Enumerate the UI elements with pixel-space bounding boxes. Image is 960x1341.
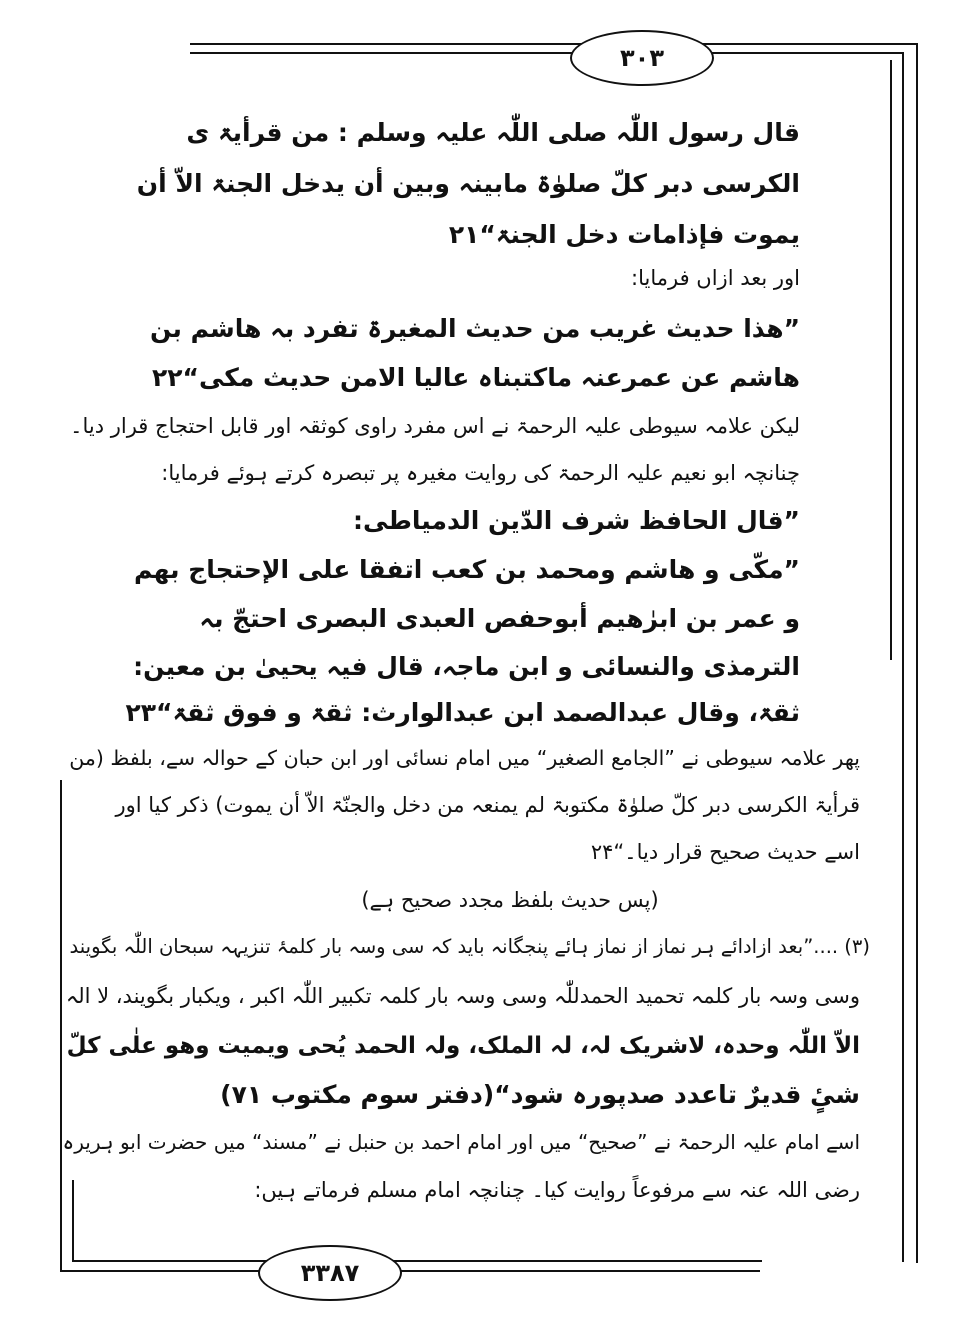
- text-line: الاّ اللّٰہ وحدہ، لاشریک لہ، لہ الملک، ولہ الحمد یُحی ویمیت وھو علٰی کلّ: [66, 1033, 860, 1059]
- text-line: پھر علامہ سیوطی نے ”الجامع الصغیر“ میں امام نسائی اور ابن حبان کے حوالہ سے، بلفظ (من: [69, 746, 860, 770]
- text-line: (۳) ....”بعد ازادائے ہر نماز از نماز ہائے پنجگانہ باید کہ سی وسہ بار کلمۂ تنزیہہ سبحان اللّٰہ بگویند: [69, 935, 870, 958]
- text-line: الکرسی دبر کلّ صلوٰۃ مابینہ وبین أن یدخل الجنۃ الاّ أن: [136, 169, 800, 198]
- text-line: ثقۃ، وقال عبدالصمد ابن عبدالوارث: ثقۃ و فوق ثقۃ“۲۳: [125, 698, 800, 727]
- text-line: ”مکّی و ھاشم ومحمد بن کعب اتفقا علی الإحتجاج بھم: [134, 555, 800, 584]
- text-line: وسی وسہ بار کلمہ تحمید الحمدللّٰہ وسی وسہ بار کلمہ تکبیر اللّٰہ اکبر ، ویکبار بگویند، لا الہ: [65, 984, 860, 1008]
- text-line: شیٍٔ قدیرٌ تاعدد صدپورہ شود“(دفتر سوم مکتوب ۷۱): [220, 1080, 860, 1109]
- text-line: الترمذی والنسائی و ابن ماجہ، قال فیہ یحییٰ بن معین:: [133, 652, 800, 681]
- frame-left-line-inner: [72, 1180, 74, 1260]
- frame-top-line: [190, 43, 916, 45]
- text-line: اور بعد ازاں فرمایا:: [631, 266, 800, 290]
- text-line: ”ھذا حدیث غریب من حدیث المغیرۃ تفرد بہ ھاشم بن: [149, 314, 800, 343]
- text-line: ”قال الحافظ شرف الدّین الدمیاطی:: [353, 506, 800, 535]
- text-line: اسے امام علیہ الرحمۃ نے ”صحیح“ میں اور امام احمد بن حنبل نے ”مسند“ میں حضرت ابو ہریرہ: [62, 1130, 860, 1154]
- frame-bottom-line-inner: [72, 1260, 762, 1262]
- frame-right-line-inner: [902, 52, 904, 1262]
- footer-page-number: ۳۳۸۷: [258, 1245, 402, 1301]
- text-line: چنانچہ ابو نعیم علیہ الرحمۃ کی روایت مغیرہ پر تبصرہ کرتے ہوئے فرمایا:: [161, 461, 800, 485]
- text-line: قرأیۃ الکرسی دبر کلّ صلوٰۃ مکتوبۃ لم یمنعہ من دخل والجنّۃ الاّ أن یموت) ذکر کیا اور: [115, 793, 860, 817]
- frame-right-line-inner-2: [890, 60, 892, 660]
- text-line: ھاشم عن عمرعنہ ماکتبناہ عالیا الامن حدیث مکی“۲۲: [152, 363, 800, 392]
- section-heading: (پس حدیث بلفظ مجدد صحیح ہے): [361, 888, 659, 912]
- frame-right-line: [916, 43, 918, 1263]
- text-line: قال رسول اللّٰہ صلی اللّٰہ علیہ وسلم : من قرأیۃ ی: [186, 118, 800, 147]
- frame-bottom-line: [60, 1270, 760, 1272]
- frame-top-line-inner: [190, 52, 902, 54]
- text-line: لیکن علامہ سیوطی علیہ الرحمۃ نے اس مفرد راوی کوثقہ اور قابل احتجاج قرار دیا۔: [70, 414, 800, 438]
- text-line: یموت فإذامات دخل الجنۃ“۲۱: [448, 220, 800, 249]
- text-line: رضی اللہ عنہ سے مرفوعاً روایت کیا۔ چنانچہ امام مسلم فرماتے ہیں:: [254, 1178, 860, 1202]
- frame-left-line: [60, 780, 62, 1270]
- header-page-number: ۳۰۳: [570, 30, 714, 86]
- text-line: اسے حدیث صحیح قرار دیا۔“۲۴: [590, 840, 860, 864]
- text-line: و عمر بن ابرٰھیم أبوحفص العبدی البصری احتجّ بہ: [199, 604, 800, 633]
